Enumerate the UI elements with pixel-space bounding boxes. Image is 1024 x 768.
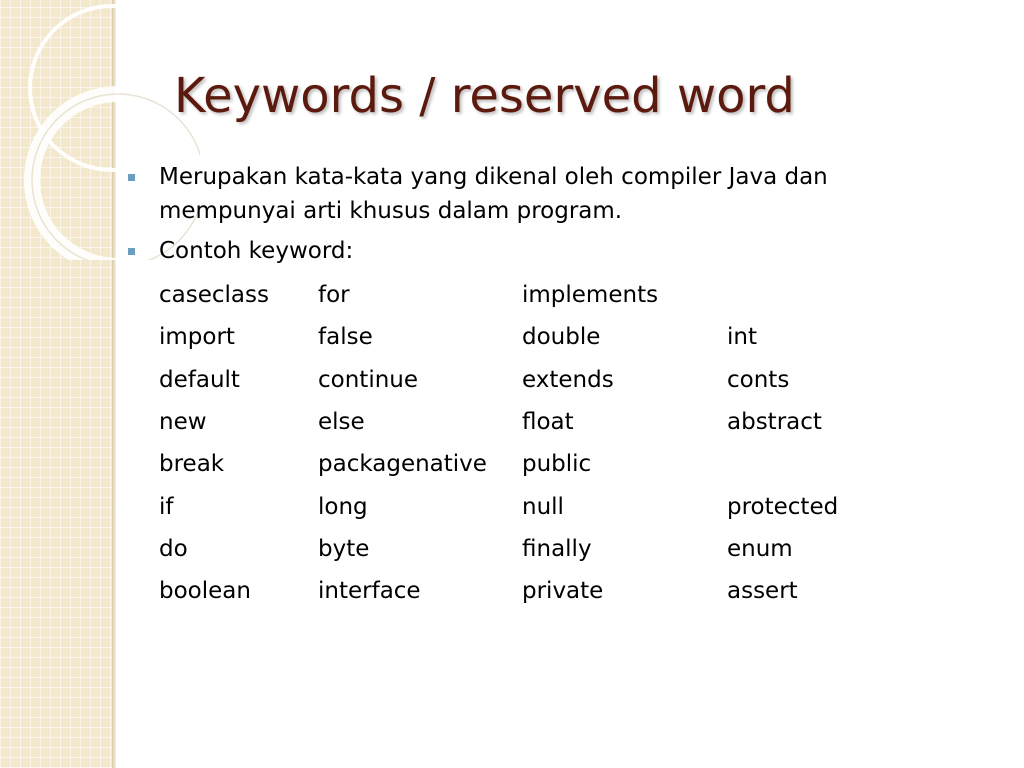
keyword-cell: continue <box>318 366 419 393</box>
keyword-cell: new <box>159 409 207 436</box>
keyword-cell <box>727 443 877 485</box>
table-row <box>159 401 877 443</box>
square-bullet-icon <box>128 248 135 255</box>
keyword-table <box>159 274 877 612</box>
keyword-cell: else <box>318 409 365 436</box>
table-row <box>159 485 877 527</box>
keyword-cell: abstract <box>727 409 822 436</box>
keyword-cell: byte <box>318 535 370 562</box>
keyword-cell: float <box>522 409 574 436</box>
keyword-cell: private <box>522 578 604 605</box>
keyword-cell: extends <box>522 366 614 393</box>
keyword-cell: for <box>318 282 350 309</box>
keyword-cell: double <box>522 324 601 351</box>
keyword-cell: false <box>318 324 373 351</box>
keyword-cell: caseclass <box>159 282 269 309</box>
slide-title: Keywords / reserved word <box>174 68 795 124</box>
keyword-cell <box>727 274 877 316</box>
keyword-cell: interface <box>318 578 421 605</box>
keyword-cell: conts <box>727 366 790 393</box>
keyword-cell: null <box>522 493 564 520</box>
bullet-item-definition <box>128 160 948 228</box>
keyword-cell: boolean <box>159 578 251 605</box>
table-row <box>159 528 877 570</box>
keyword-cell: import <box>159 324 235 351</box>
table-row <box>159 316 877 358</box>
table-row <box>159 359 877 401</box>
keyword-cell: break <box>159 451 225 478</box>
keyword-cell: if <box>159 493 174 520</box>
keyword-cell: packagenative <box>318 451 487 478</box>
bullet-list <box>128 160 948 274</box>
keyword-cell: int <box>727 324 757 351</box>
table-row <box>159 274 877 316</box>
keyword-cell: implements <box>522 282 659 309</box>
keyword-cell: do <box>159 535 188 562</box>
table-row <box>159 570 877 612</box>
square-bullet-icon <box>128 174 135 181</box>
keyword-cell: default <box>159 366 240 393</box>
keyword-cell: enum <box>727 535 793 562</box>
keyword-cell: assert <box>727 578 798 605</box>
keyword-cell: protected <box>727 493 839 520</box>
bullet-item-examples <box>128 234 948 268</box>
bullet-text: Merupakan kata-kata yang dikenal oleh compiler Java dan mempunyai arti khusus dalam program. <box>159 164 828 224</box>
table-row <box>159 443 877 485</box>
bullet-text: Contoh keyword: <box>159 238 354 264</box>
keyword-cell: public <box>522 451 592 478</box>
keyword-cell: long <box>318 493 368 520</box>
keyword-cell: finally <box>522 535 592 562</box>
